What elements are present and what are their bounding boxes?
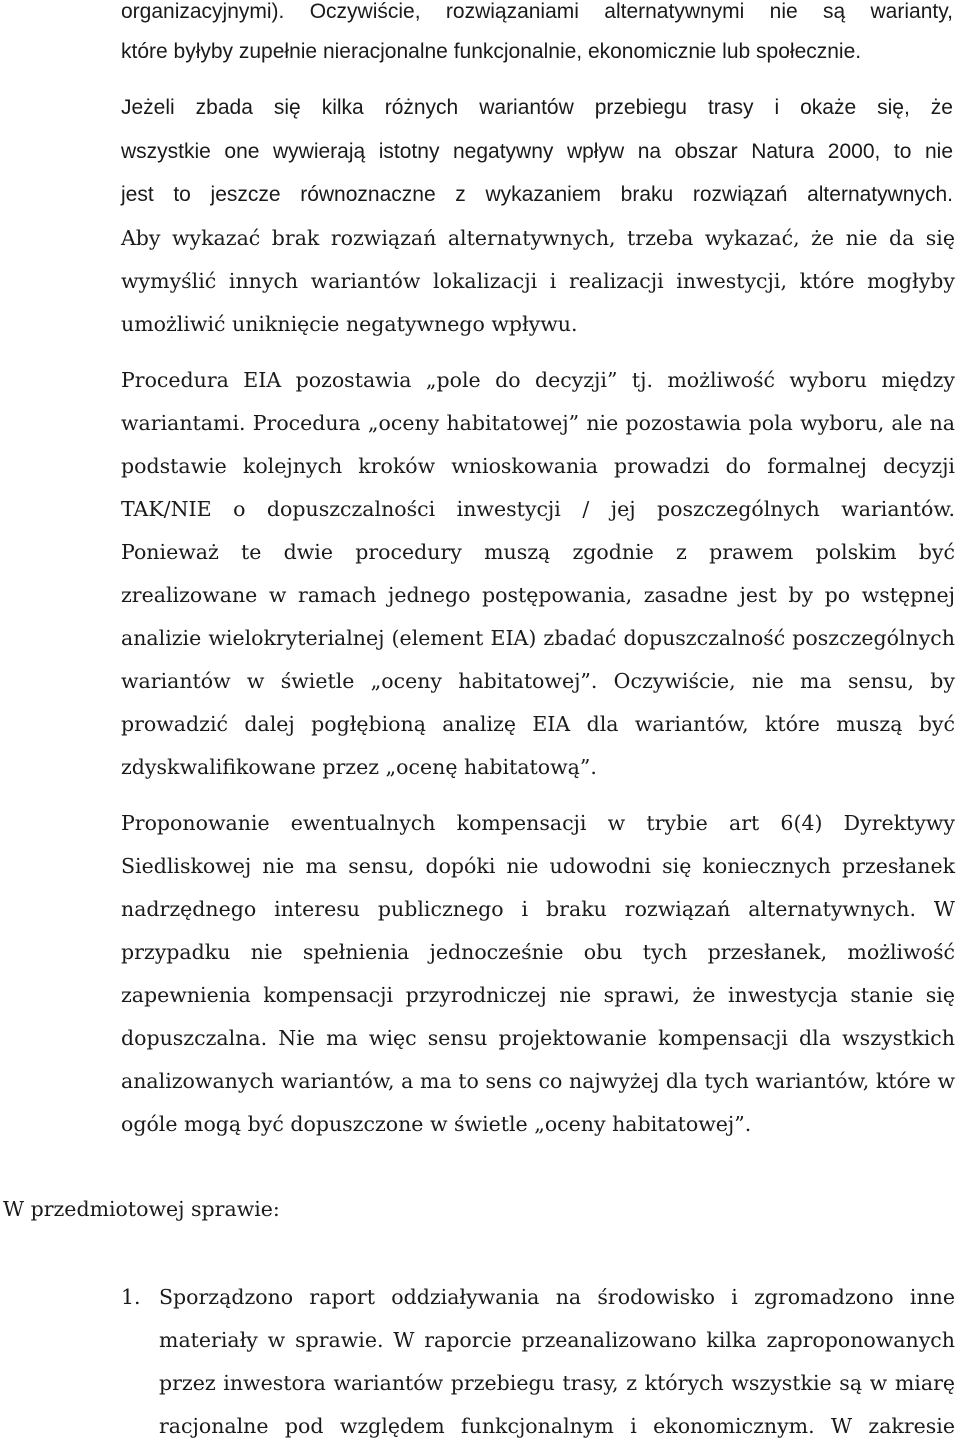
text-line: umożliwić uniknięcie negatywnego wpływu. <box>121 312 578 336</box>
text-line: zapewnienia kompensacji przyrodniczej nie sprawi, że inwestycja stanie się <box>121 983 955 1007</box>
text-line: ogóle mogą być dopuszczone w świetle „oceny habitatowej”. <box>121 1112 752 1136</box>
list-item-line: materiały w sprawie. W raporcie przeanalizowano kilka zaproponowanych <box>159 1328 955 1352</box>
text-line: zdyskwalifikowane przez „ocenę habitatową”. <box>121 755 597 779</box>
text-line: zrealizowane w ramach jednego postępowania, zasadne jest by po wstępnej <box>121 583 955 607</box>
text-line: TAK/NIE o dopuszczalności inwestycji / jej poszczególnych wariantów. <box>121 497 955 521</box>
text-line: przypadku nie spełnienia jednocześnie obu tych przesłanek, możliwość <box>121 940 955 964</box>
text-line: organizacyjnymi). Oczywiście, rozwiązaniami alternatywnymi nie są warianty, <box>121 0 953 23</box>
list-number: 1. <box>121 1285 141 1309</box>
list-item-line: Sporządzono raport oddziaływania na środowisko i zgromadzono inne <box>159 1285 955 1309</box>
text-line: Siedliskowej nie ma sensu, dopóki nie udowodni się koniecznych przesłanek <box>121 854 955 878</box>
text-line: podstawie kolejnych kroków wnioskowania prowadzi do formalnej decyzji <box>121 454 955 478</box>
list-item-line: racjonalne pod względem funkcjonalnym i ekonomicznym. W zakresie <box>159 1414 955 1438</box>
text-line: jest to jeszcze równoznaczne z wykazaniem braku rozwiązań alternatywnych. <box>121 183 953 206</box>
text-line: dopuszczalna. Nie ma więc sensu projektowanie kompensacji dla wszystkich <box>121 1026 955 1050</box>
text-line: Proponowanie ewentualnych kompensacji w trybie art 6(4) Dyrektywy <box>121 811 955 835</box>
text-line: Ponieważ te dwie procedury muszą zgodnie z prawem polskim być <box>121 540 955 564</box>
text-line: analizie wielokryterialnej (element EIA) zbadać dopuszczalność poszczególnych <box>121 626 955 650</box>
text-line: wszystkie one wywierają istotny negatywny wpływ na obszar Natura 2000, to nie <box>121 140 953 163</box>
list-item-line: przez inwestora wariantów przebiegu trasy, z których wszystkie są w miarę <box>159 1371 955 1395</box>
text-line: wymyślić innych wariantów lokalizacji i realizacji inwestycji, które mogłyby <box>121 269 955 293</box>
text-line: Aby wykazać brak rozwiązań alternatywnych, trzeba wykazać, że nie da się <box>121 226 955 250</box>
text-line: Procedura EIA pozostawia „pole do decyzji” tj. możliwość wyboru między <box>121 368 955 392</box>
text-line: które byłyby zupełnie nieracjonalne funkcjonalnie, ekonomicznie lub społecznie. <box>121 40 862 63</box>
text-line: analizowanych wariantów, a ma to sens co najwyżej dla tych wariantów, które w <box>121 1069 955 1093</box>
section-heading: W przedmiotowej sprawie: <box>3 1197 280 1221</box>
text-line: Jeżeli zbada się kilka różnych wariantów przebiegu trasy i okaże się, że <box>121 96 953 119</box>
text-line: nadrzędnego interesu publicznego i braku rozwiązań alternatywnych. W <box>121 897 955 921</box>
text-line: wariantami. Procedura „oceny habitatowej” nie pozostawia pola wyboru, ale na <box>121 411 955 435</box>
text-line: wariantów w świetle „oceny habitatowej”. Oczywiście, nie ma sensu, by <box>121 669 955 693</box>
text-line: prowadzić dalej pogłębioną analizę EIA dla wariantów, które muszą być <box>121 712 955 736</box>
